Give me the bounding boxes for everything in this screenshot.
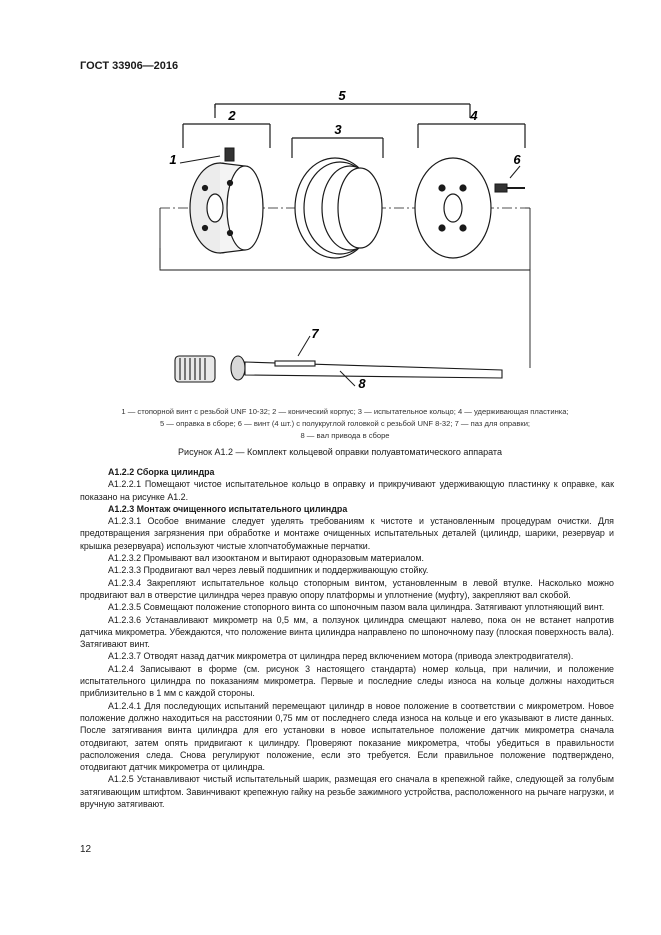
- label-6: 6: [513, 152, 521, 167]
- connector-left-path: [160, 248, 530, 368]
- paragraph: А1.2.5 Устанавливают чистый испытательный шарик, размещая его сначала в крепежной гайке, следующей за голубым затягивающим штифтом. Завинчивают крепежную гайку на резьбе зажимного устройства, расположенного на рычаге нагрузки, и вручную затягивают.: [80, 774, 614, 810]
- round-head-screw: [495, 166, 525, 192]
- paragraph: А1.2.2.1 Помещают чистое испытательное кольцо в оправку и прикручивают удерживающую пластинку к оправке, как показано на рисунке А1.2.: [80, 479, 614, 502]
- label-2: 2: [228, 108, 236, 123]
- figure-legend: [80, 406, 610, 442]
- label-1: 1: [169, 152, 177, 167]
- legend-line: 5 — оправка в сборе; 6 — винт (4 шт.) с полукруглой головкой с резьбой UNF 8-32; 7 — паз для оправки;: [159, 419, 531, 428]
- paragraph: А1.2.3.2 Промывают вал изооктаном и вытирают одноразовым материалом.: [108, 553, 424, 564]
- bracket-3: [292, 138, 383, 158]
- test-ring: [295, 158, 382, 258]
- body-text: [80, 466, 614, 810]
- set-screw: [180, 148, 234, 163]
- bracket-4: [418, 124, 525, 148]
- legend-line: 1 — стопорной винт с резьбой UNF 10-32; 2 — конический корпус; 3 — испытательное кольцо; 4 — удерживающая пластинка;: [121, 407, 569, 416]
- label-7: 7: [311, 326, 319, 341]
- label-5: 5: [338, 88, 346, 103]
- paragraph: А1.2.3.6 Устанавливают микрометр на 0,5 мм, а ползунок цилиндра смещают налево, пока он не встанет напротив датчика микрометра. Убеждаются, что положение винта цилиндра направлено по шпоночному пазу (плоская поверхность вала). Затягивают винт.: [80, 614, 614, 650]
- bracket-2: [183, 124, 270, 148]
- page-header: ГОСТ 33906—2016: [80, 60, 179, 72]
- bracket-5: [215, 104, 470, 118]
- figure-caption: Рисунок А1.2 — Комплект кольцевой оправки полуавтоматического аппарата: [178, 447, 502, 457]
- label-4: 4: [470, 108, 478, 123]
- figure-ring-mandrel-kit: [70, 88, 610, 388]
- conical-body: [190, 163, 263, 253]
- section-heading: А1.2.2 Сборка цилиндра: [108, 467, 215, 477]
- drive-shaft: [175, 356, 502, 382]
- paragraph: А1.2.3.4 Закрепляют испытательное кольцо стопорным винтом, установленным в левой втулке. Насколько можно продвигают вал в отверстие цилиндра через правую опору платформы и уплотнение (муфту), закрепляют вал скобой.: [80, 577, 614, 600]
- section-heading: А1.2.3 Монтаж очищенного испытательного цилиндра: [108, 503, 348, 514]
- leader-7: [298, 336, 310, 356]
- legend-line: 8 — вал привода в сборе: [300, 431, 390, 440]
- label-8: 8: [358, 376, 366, 388]
- page-number: 12: [80, 844, 92, 855]
- retaining-plate: [415, 158, 491, 258]
- paragraph: А1.2.3.1 Особое внимание следует уделять требованиям к чистоте и установленным процедурам очистки. Для предотвращения загрязнения при обработке и монтаже очищенных испытательных деталей (цилиндр, шарики, резервуар и крышка резервуара) используют чистые хлопчатобумажные перчатки.: [80, 516, 614, 551]
- paragraph: А1.2.4.1 Для последующих испытаний перемещают цилиндр в новое положение в соответствии с микрометром. Новое положение должно находиться на расстоянии 0,75 мм от последнего следа износа на кольце и его указывают в листе данных. После затягивания винта цилиндра для его установки в новое испытательное положение датчик микрометра сначала отодвигают, затем опять придвигают к цилиндру. Проверяют показание микрометра, чтобы убедиться в правильности расположения следа. Снова регулируют положение, если это требуется. Если правильное положение подтверждено, отодвигают датчик микрометра от цилиндра.: [80, 700, 614, 773]
- paragraph: А1.2.3.3 Продвигают вал через левый подшипник и поддерживающую стойку.: [108, 565, 429, 576]
- paragraph: А1.2.3.5 Совмещают положение стопорного винта со шпоночным пазом вала цилиндра. Затягивают уплотняющий винт.: [108, 602, 605, 613]
- label-3: 3: [334, 122, 342, 137]
- paragraph: А1.2.3.7 Отводят назад датчик микрометра от цилиндра перед включением мотора (привода электродвигателя).: [108, 651, 574, 662]
- paragraph: А1.2.4 Записывают в форме (см. рисунок 3 настоящего стандарта) номер кольца, при наличии, и положение испытательного цилиндра по показаниям микрометра. Первые и последние следы износа на кольце должны находиться приблизительно в 1 мм с каждой стороны.: [80, 663, 614, 699]
